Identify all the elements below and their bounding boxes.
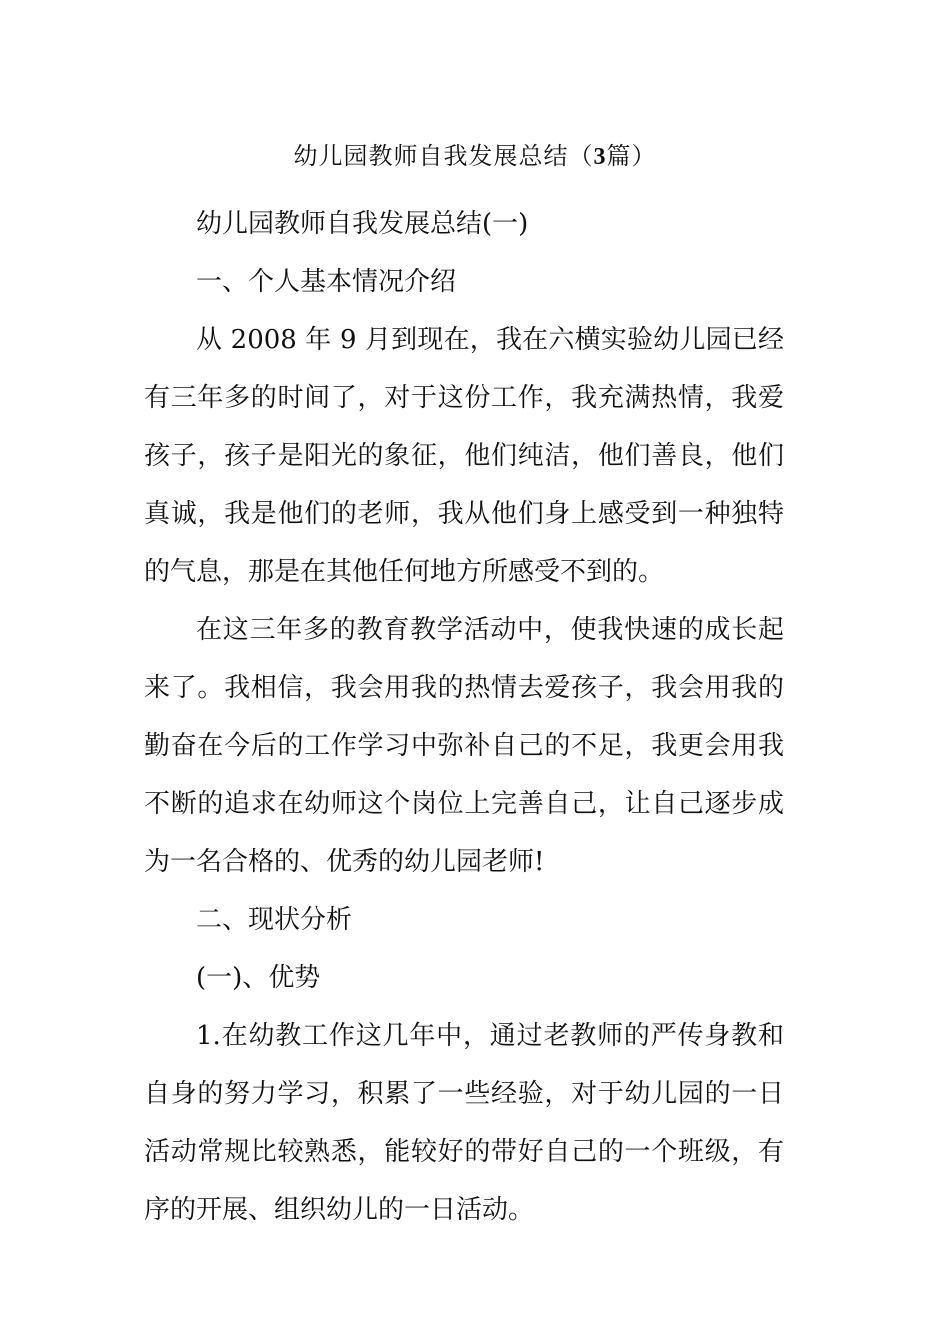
section-heading-status-analysis: 二、现状分析	[196, 905, 353, 935]
document-title-count: 3	[593, 144, 607, 170]
document-title	[0, 138, 950, 175]
paragraph-advantage-one: 1.在幼教工作这几年中，通过老教师的严传身教和自身的努力学习，积累了一些经验，对于幼儿园的一日活动常规比较熟悉，能较好的带好自己的一个班级，有序的开展、组织幼儿的一日活动。	[144, 1021, 784, 1225]
document-title-main: 幼儿园教师自我发展总结（	[293, 142, 594, 170]
section-heading-personal-info: 一、个人基本情况介绍	[196, 267, 457, 297]
section-heading-summary-one: 幼儿园教师自我发展总结(一)	[196, 209, 529, 239]
paragraph-growth: 在这三年多的教育教学活动中，使我快速的成长起来了。我相信，我会用我的热情去爱孩子，我会用我的勤奋在今后的工作学习中弥补自己的不足，我更会用我不断的追求在幼师这个岗位上完善自己，让自己逐步成为一名合格的、优秀的幼儿园老师!	[144, 615, 784, 877]
document-body	[144, 195, 784, 1239]
subsection-heading-advantages: (一)、优势	[196, 963, 321, 993]
document-title-suffix: 篇）	[606, 142, 657, 170]
paragraph-personal-intro: 从 2008 年 9 月到现在，我在六横实验幼儿园已经有三年多的时间了，对于这份工作，我充满热情，我爱孩子，孩子是阳光的象征，他们纯洁，他们善良，他们真诚，我是他们的老师，我从他们身上感受到一种独特的气息，那是在其他任何地方所感受不到的。	[144, 325, 784, 587]
